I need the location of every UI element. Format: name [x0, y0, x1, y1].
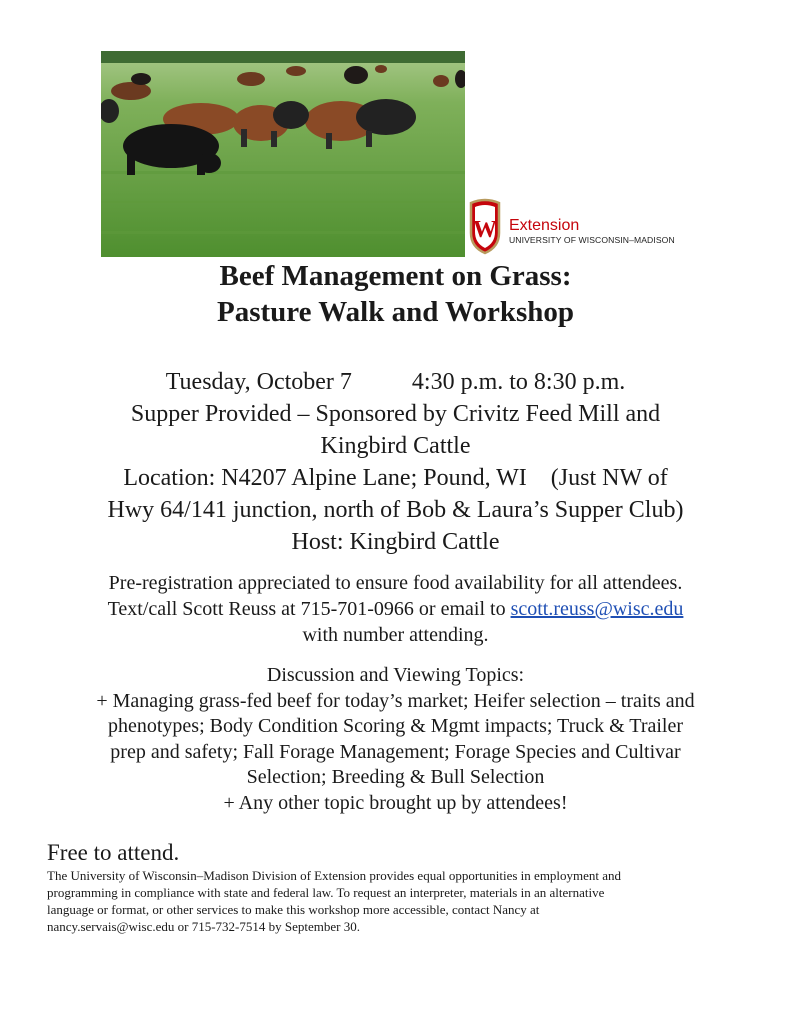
- date-time-line: [40, 366, 751, 398]
- registration-email-link[interactable]: scott.reuss@wisc.edu: [510, 598, 684, 620]
- disclaimer-line: nancy.servais@wisc.edu or 715-732-7514 by September 30.: [47, 919, 360, 934]
- title-line-1: Beef Management on Grass:: [219, 260, 572, 292]
- registration-line-3: with number attending.: [302, 624, 489, 646]
- logo-name: Extension: [509, 217, 580, 234]
- topics-line: prep and safety; Fall Forage Management; Forage Species and Cultivar: [110, 740, 681, 763]
- cattle-grazing-photo: [101, 51, 465, 257]
- uw-extension-logo: [467, 197, 697, 259]
- uw-crest-icon: [467, 197, 503, 255]
- disclaimer: [47, 867, 747, 935]
- topics-line: + Managing grass-fed beef for today’s market; Heifer selection – traits and: [96, 689, 695, 712]
- supper-line-1: Supper Provided – Sponsored by Crivitz Feed Mill and: [130, 401, 661, 427]
- registration-info: [30, 570, 761, 648]
- topics-line: Selection; Breeding & Bull Selection: [246, 766, 545, 788]
- disclaimer-line: programming in compliance with state and federal law. To request an interpreter, materials in an alternative: [47, 885, 605, 900]
- location-line-2: Hwy 64/141 junction, north of Bob & Laura’s Supper Club): [107, 497, 684, 523]
- registration-line-2: [30, 596, 761, 622]
- topics-line: + Any other topic brought up by attendees!: [223, 791, 568, 814]
- registration-contact: Text/call Scott Reuss at 715-701-0966 or email to: [107, 598, 511, 620]
- supper-line-2: Kingbird Cattle: [320, 433, 471, 459]
- disclaimer-line: The University of Wisconsin–Madison Division of Extension provides equal opportunities in employment and: [47, 868, 622, 883]
- registration-line-1: Pre-registration appreciated to ensure food availability for all attendees.: [108, 572, 683, 594]
- topics-line: phenotypes; Body Condition Scoring & Mgmt impacts; Truck & Trailer: [107, 715, 684, 737]
- event-time: 4:30 p.m. to 8:30 p.m.: [411, 369, 626, 395]
- free-to-attend: Free to attend.: [47, 840, 180, 865]
- event-date: Tuesday, October 7: [165, 369, 352, 395]
- disclaimer-line: language or format, or other services to make this workshop more accessible, contact Nancy at: [47, 902, 540, 917]
- page-title: [0, 258, 791, 330]
- host-line: Host: Kingbird Cattle: [291, 529, 500, 555]
- topics-section: [30, 663, 761, 816]
- title-line-2: Pasture Walk and Workshop: [217, 296, 574, 328]
- topics-heading: Discussion and Viewing Topics:: [266, 664, 525, 686]
- location-line-1: Location: N4207 Alpine Lane; Pound, WI (Just NW of: [123, 465, 668, 491]
- event-details: [40, 366, 751, 558]
- crest-letter: W: [473, 217, 497, 243]
- logo-university: UNIVERSITY OF WISCONSIN–MADISON: [509, 235, 675, 245]
